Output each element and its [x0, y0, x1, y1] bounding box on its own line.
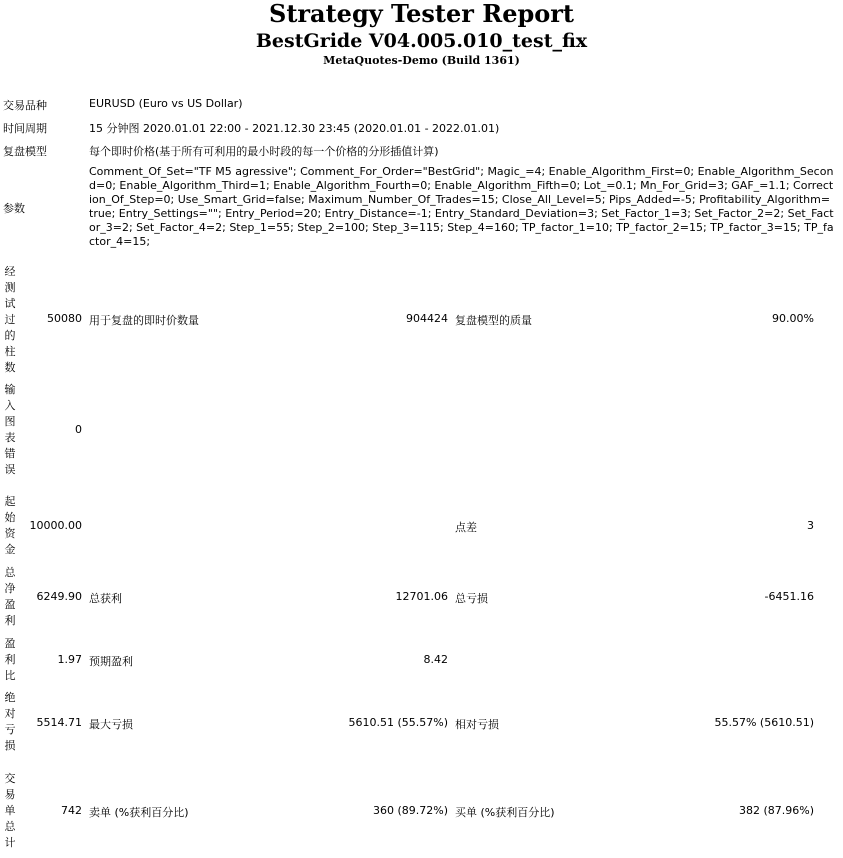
expected-payoff-label: 预期盈利 [89, 655, 133, 668]
max-drawdown-value: 5610.51 (55.57%) [348, 716, 448, 729]
rel-drawdown-value: 55.57% (5610.51) [714, 716, 814, 729]
max-drawdown-label: 最大亏损 [89, 718, 133, 731]
errors-label: 输 入 图 表 错 误 [4, 383, 16, 476]
gross-profit-value: 12701.06 [395, 590, 448, 603]
spread-label: 点差 [455, 521, 477, 534]
ticks-value: 904424 [406, 312, 448, 325]
params-value: Comment_Of_Set="TF M5 agressive"; Comment_For_Order="BestGrid"; Magic_=4; Enable_Algorithm_First=0; Enable_Algorithm_Second=0; Enable_Algorithm_Third=1; Enable_Algorithm_Fourth=0; Enable_Algorithm_Fifth=0; Lot_=0.1; Mn_For_Grid=3; GAF_=1.1; Correction_Of_Step=0; Use_Smart_Grid=false; Maximum_Number_Of_Trades=15; Close_All_Level=5; Pips_Added=-5; Profitability_Algorithm=true; Entry_Settings=""; Entry_Period=20; Entry_Distance=-1; Entry_Standard_Deviation=3; Set_Factor_1=3; Set_Factor_2=2; Set_Factor_3=2; Set_Factor_4=2; Step_1=55; Step_2=100; Step_3=115; Step_4=160; TP_factor_1=10; TP_factor_2=15; TP_factor_3=15; TP_factor_4=15; [89, 165, 834, 248]
deposit-label: 起 始 资 金 [4, 495, 16, 556]
report-title: Strategy Tester Report [268, 0, 575, 28]
deposit-value: 10000.00 [29, 519, 82, 532]
total-trades-label: 交 易 单 总 计 [4, 772, 16, 849]
profit-factor-value: 1.97 [57, 653, 82, 666]
total-trades-value: 742 [61, 804, 82, 817]
symbol-label: 交易品种 [3, 99, 47, 112]
gross-loss-value: -6451.16 [764, 590, 814, 603]
period-value: 15 分钟图 2020.01.01 22:00 - 2021.12.30 23:45 (2020.01.01 - 2022.01.01) [89, 122, 500, 135]
abs-drawdown-value: 5514.71 [36, 716, 82, 729]
model-label: 复盘模型 [3, 145, 47, 158]
quality-value: 90.00% [772, 312, 814, 325]
long-positions-label: 买单 (%获利百分比) [455, 806, 555, 819]
gross-loss-label: 总亏损 [455, 592, 488, 605]
symbol-value: EURUSD (Euro vs US Dollar) [89, 97, 243, 110]
period-label: 时间周期 [3, 122, 47, 135]
server-build: MetaQuotes-Demo (Build 1361) [323, 54, 520, 67]
profit-factor-label: 盈 利 比 [4, 637, 16, 682]
net-profit-value: 6249.90 [36, 590, 82, 603]
long-positions-value: 382 (87.96%) [738, 804, 814, 817]
expected-payoff-value: 8.42 [423, 653, 448, 666]
expert-name: BestGride V04.005.010_test_fix [255, 30, 588, 52]
bars-label: 经 测 试 过 的 柱 数 [4, 265, 16, 374]
abs-drawdown-label: 绝 对 亏 损 [4, 691, 16, 752]
net-profit-label: 总 净 盈 利 [4, 566, 16, 627]
gross-profit-label: 总获利 [89, 592, 122, 605]
short-positions-value: 360 (89.72%) [372, 804, 448, 817]
quality-label: 复盘模型的质量 [455, 314, 532, 327]
params-label: 参数 [3, 202, 25, 215]
model-value: 每个即时价格(基于所有可利用的最小时段的每一个价格的分形插值计算) [89, 145, 439, 158]
short-positions-label: 卖单 (%获利百分比) [89, 806, 189, 819]
errors-value: 0 [75, 423, 82, 436]
spread-value: 3 [807, 519, 814, 532]
ticks-label: 用于复盘的即时价数量 [89, 314, 199, 327]
bars-value: 50080 [47, 312, 82, 325]
rel-drawdown-label: 相对亏损 [455, 718, 499, 731]
